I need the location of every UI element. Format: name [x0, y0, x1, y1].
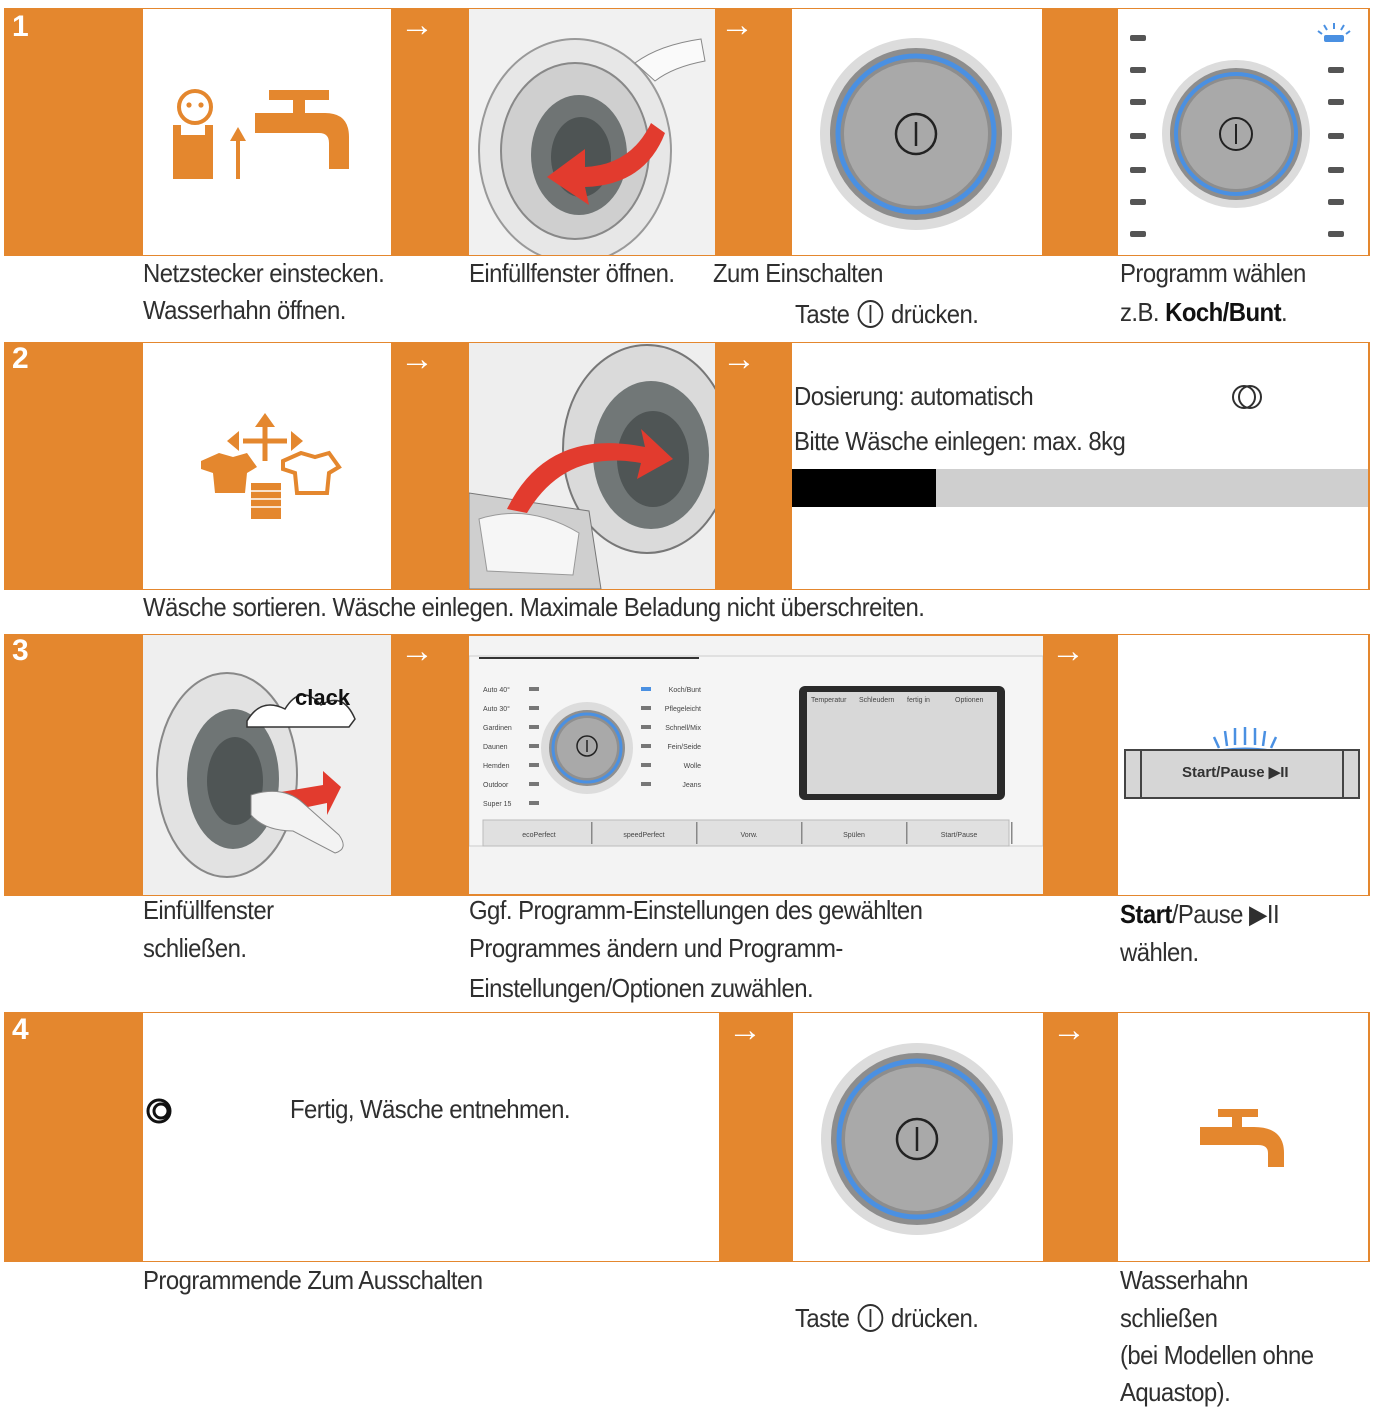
start-bold: Start [1120, 899, 1172, 929]
step-1-number: 1 [12, 10, 29, 43]
caption-settings-3: Einstellungen/Optionen zuwählen. [469, 973, 814, 1003]
caption-tap-close-2: schließen [1120, 1303, 1218, 1333]
start-pause-button[interactable] [1124, 749, 1360, 799]
control-panel-illustration [469, 636, 1043, 894]
program-led-right [641, 687, 651, 691]
clack-label: clack [295, 685, 351, 710]
example-prefix: z.B. [1120, 297, 1159, 327]
load-laundry-illustration [469, 343, 715, 589]
step-2-sort-panel [143, 343, 391, 589]
step-1-power-panel [792, 9, 1042, 255]
button-left-edge [1140, 751, 1142, 797]
caption-press-key-off [795, 1300, 978, 1337]
program-led-right [641, 782, 651, 786]
program-led-right [641, 706, 651, 710]
water-tap-icon [1118, 1013, 1368, 1261]
program-led-left [529, 801, 539, 805]
caption-laundry: Wäsche sortieren. Wäsche einlegen. Maximale Beladung nicht überschreiten. [143, 592, 925, 622]
program-led-left [529, 763, 539, 767]
program-label-left: Hemden [483, 763, 510, 770]
caption-tap-open: Wasserhahn öffnen. [143, 295, 346, 325]
caption-tap-close-3: (bei Modellen ohne [1120, 1340, 1314, 1370]
door-close-illustration [143, 635, 391, 895]
arrow-icon: → [400, 6, 434, 44]
program-led-left [529, 744, 539, 748]
step-2-load-panel [469, 343, 715, 589]
caption-door-close-1: Einfüllfenster [143, 895, 274, 925]
program-selector[interactable] [1118, 9, 1368, 255]
done-text: Fertig, Wäsche entnehmen. [290, 1094, 571, 1124]
program-led-right [641, 725, 651, 729]
panel-button-divider [696, 822, 698, 844]
step-3-door-close-panel [143, 635, 391, 895]
panel-button-divider [1011, 822, 1013, 844]
power-knob[interactable] [793, 1013, 1043, 1261]
caption-tap-close-4: Aquastop). [1120, 1377, 1231, 1407]
panel-button-label: ecoPerfect [522, 832, 556, 839]
dosing-icon [1232, 382, 1268, 412]
start-pause-label: Start/Pause ▶II [1182, 764, 1289, 781]
program-label-right: Wolle [683, 763, 701, 770]
step-4-done-panel [143, 1013, 719, 1261]
caption-settings-2: Programmes ändern und Programm- [469, 933, 843, 963]
program-label-left: Gardinen [483, 725, 512, 732]
step-3-start-panel [1118, 635, 1368, 895]
step-2-display-panel [792, 343, 1368, 589]
display-tab-label: Schleudern [859, 697, 895, 704]
step-4-tap-panel [1118, 1013, 1368, 1261]
caption-plug: Netzstecker einstecken. [143, 258, 385, 288]
program-led-left [529, 687, 539, 691]
caption-program-end: Programmende Zum Ausschalten [143, 1265, 483, 1295]
program-label-left: Daunen [483, 744, 508, 751]
caption-switch-on: Zum Einschalten [713, 258, 883, 288]
step-4-power-panel [793, 1013, 1043, 1261]
load-bar-fill [792, 469, 936, 507]
caption-press-key [795, 296, 978, 333]
panel-button-divider [906, 822, 908, 844]
program-label-left: Outdoor [483, 782, 509, 789]
button-right-edge [1342, 751, 1344, 797]
caption-start [1120, 896, 1279, 933]
panel-button-divider [801, 822, 803, 844]
caption-program-example [1120, 294, 1287, 331]
power-icon [856, 1303, 885, 1333]
program-label-right: Koch/Bunt [668, 687, 701, 694]
done-icon [145, 1096, 175, 1126]
caption-action-word: drücken. [891, 1303, 979, 1333]
program-label-left: Auto 40° [483, 687, 510, 694]
caption-start-2: wählen. [1120, 937, 1199, 967]
panel-button-label: Start/Pause [940, 832, 978, 839]
load-bar [792, 469, 1368, 507]
arrow-icon: → [1052, 1011, 1086, 1049]
arrow-icon: → [1051, 632, 1085, 670]
plug-and-tap-icon [143, 9, 391, 255]
arrow-icon: → [722, 340, 756, 378]
program-led-right [641, 744, 651, 748]
step-1-plug-tap-panel [143, 9, 391, 255]
display-tab-label: fertig in [907, 697, 930, 704]
step-1-door-open-panel [469, 9, 715, 255]
step-4-number: 4 [12, 1013, 29, 1046]
program-led-left [529, 725, 539, 729]
caption-door-open: Einfüllfenster öffnen. [469, 258, 675, 288]
program-name: Koch/Bunt [1165, 297, 1282, 327]
panel-button-label: Spülen [843, 832, 865, 839]
caption-program-select: Programm wählen [1120, 258, 1306, 288]
display-tab-label: Temperatur [811, 697, 847, 704]
panel-button-label: Vorw. [740, 832, 758, 839]
caption-key-word: Taste [795, 299, 850, 329]
program-led-right [641, 763, 651, 767]
panel-button-divider [591, 822, 593, 844]
caption-door-close-2: schließen. [143, 933, 247, 963]
step-2-number: 2 [12, 342, 29, 375]
door-open-illustration [469, 9, 715, 255]
power-knob[interactable] [792, 9, 1042, 255]
program-label-left: Auto 30° [483, 706, 510, 713]
caption-tap-close-1: Wasserhahn [1120, 1265, 1248, 1295]
program-label-right: Schnell/Mix [665, 725, 701, 732]
panel-button-label: speedPerfect [623, 832, 665, 839]
program-label-right: Fein/Seide [667, 744, 701, 751]
display-tab-label: Optionen [955, 697, 984, 704]
power-icon [856, 299, 885, 329]
program-label-right: Jeans [682, 782, 701, 789]
arrow-icon: → [400, 340, 434, 378]
arrow-icon: → [400, 632, 434, 670]
start-rest: /Pause ▶II [1171, 899, 1280, 929]
program-led-left [529, 706, 539, 710]
caption-action-word: drücken. [891, 299, 979, 329]
program-label-left: Super 15 [483, 801, 512, 808]
step-3-number: 3 [12, 634, 29, 667]
laundry-sort-icon [143, 343, 391, 589]
display-load-text: Bitte Wäsche einlegen: max. 8kg [794, 426, 1126, 456]
program-label-right: Pflegeleicht [664, 706, 701, 713]
display-dosing-text: Dosierung: automatisch [794, 381, 1034, 411]
caption-key-word: Taste [795, 1303, 850, 1333]
arrow-icon: → [728, 1011, 762, 1049]
program-led-left [529, 782, 539, 786]
arrow-icon: → [720, 6, 754, 44]
caption-settings-1: Ggf. Programm-Einstellungen des gewählten [469, 895, 923, 925]
example-suffix: . [1281, 297, 1288, 327]
step-3-control-panel [469, 636, 1043, 894]
step-1-program-panel [1118, 9, 1368, 255]
